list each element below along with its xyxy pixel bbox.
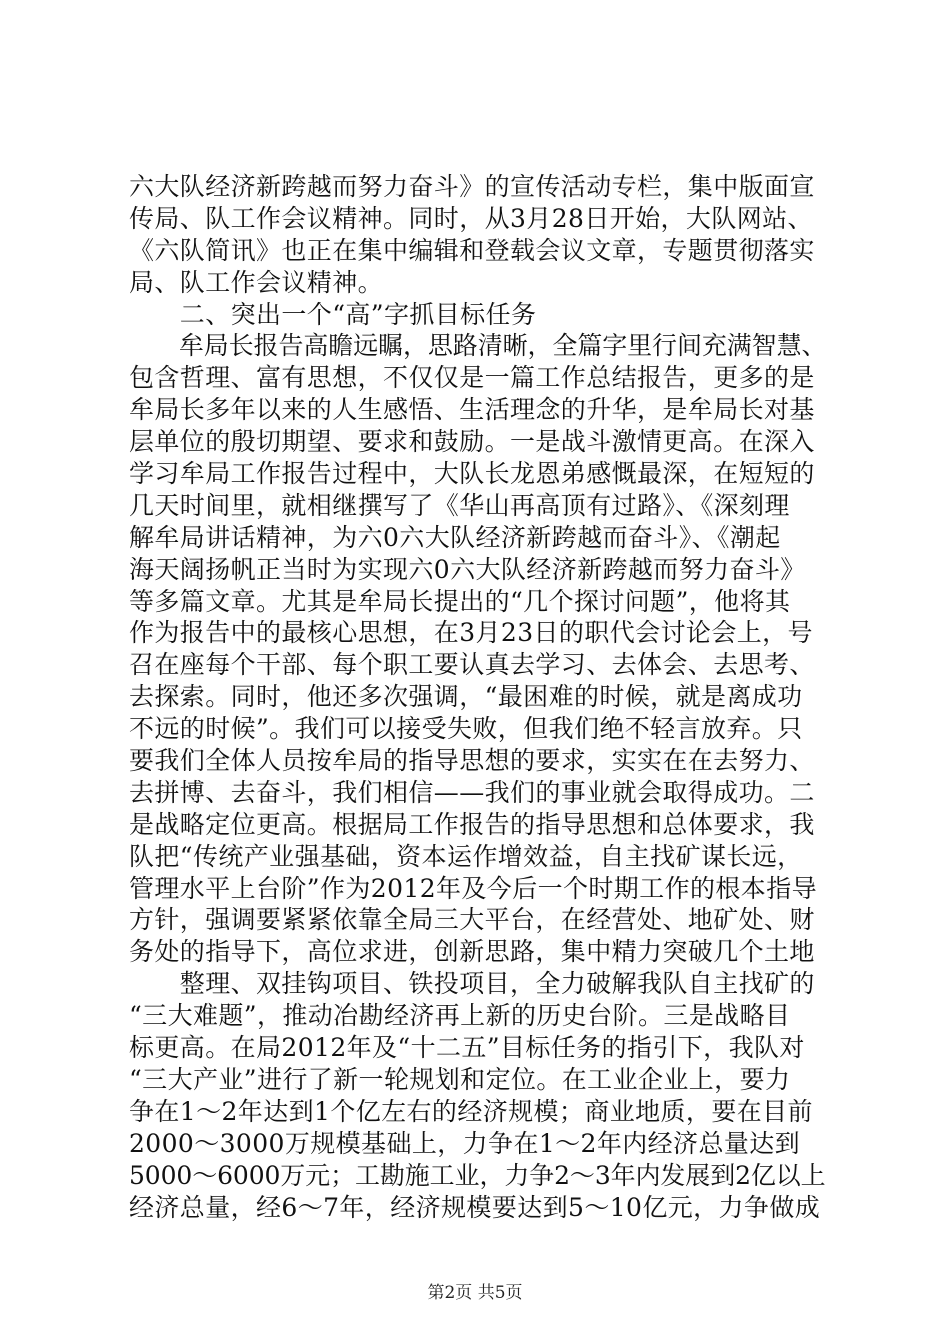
text-line: 几天时间里，就相继撰写了《华山再高顶有过路》、《深刻理 (129, 490, 790, 520)
text-line: 牟局长多年以来的人生感悟、生活理念的升华，是牟局长对基 (129, 395, 815, 425)
text-line: 不远的时候”。我们可以接受失败，但我们绝不轻言放弃。只 (129, 714, 803, 744)
text-line: 去拼博、去奋斗，我们相信——我们的事业就会取得成功。二 (129, 777, 815, 807)
text-line: 二、突出一个“高”字抓目标任务 (129, 299, 537, 329)
text-line: 作为报告中的最核心思想，在3月23日的职代会讨论会上，号 (129, 618, 813, 648)
text-line: 5000～6000万元；工勘施工业，力争2～3年内发展到2亿以上 (129, 1160, 826, 1190)
text-line: 是战略定位更高。根据局工作报告的指导思想和总体要求，我 (129, 809, 815, 839)
text-line: 要我们全体人员按牟局的指导思想的要求，实实在在去努力、 (129, 746, 815, 776)
text-line: 牟局长报告高瞻远瞩，思路清晰，全篇字里行间充满智慧、 (129, 331, 827, 361)
text-line: 等多篇文章。尤其是牟局长提出的“几个探讨问题”，他将其 (129, 586, 791, 616)
text-line: 传局、队工作会议精神。同时，从3月28日开始，大队网站、 (129, 203, 813, 233)
text-line: 召在座每个干部、每个职工要认真去学习、去体会、去思考、 (129, 650, 815, 680)
text-line: “三大难题”，推动冶勘经济再上新的历史台阶。三是战略目 (129, 1001, 791, 1031)
document-body (129, 171, 829, 1223)
text-line: 海天阔扬帆正当时为实现六0六大队经济新跨越而努力奋斗》 (129, 554, 806, 584)
text-line: 六大队经济新跨越而努力奋斗》的宣传活动专栏，集中版面宣 (129, 172, 815, 201)
text-line: 层单位的殷切期望、要求和鼓励。一是战斗激情更高。在深入 (129, 427, 815, 457)
text-line: 标更高。在局2012年及“十二五”目标任务的指引下，我队对 (129, 1033, 805, 1063)
text-line: 局、队工作会议精神。 (129, 267, 384, 297)
text-line: 《六队简讯》也正在集中编辑和登载会议文章，专题贯彻落实 (129, 235, 815, 265)
text-line: 队把“传统产业强基础，资本运作增效益，自主找矿谋长远， (129, 841, 803, 871)
text-line: 整理、双挂钩项目、铁投项目，全力破解我队自主找矿的 (129, 969, 815, 999)
text-line: 方针，强调要紧紧依靠全局三大平台，在经营处、地矿处、财 (129, 905, 815, 935)
text-line: 解牟局讲话精神，为六0六大队经济新跨越而奋斗》、《潮起 (129, 522, 781, 552)
text-line: 务处的指导下，高位求进，创新思路，集中精力突破几个土地 (129, 937, 815, 967)
text-line: 包含哲理、富有思想，不仅仅是一篇工作总结报告，更多的是 (129, 363, 815, 393)
text-line: 经济总量，经6～7年，经济规模要达到5～10亿元，力争做成 (129, 1192, 821, 1222)
text-line: “三大产业”进行了新一轮规划和定位。在工业企业上，要力 (129, 1064, 791, 1094)
text-line: 争在1～2年达到1个亿左右的经济规模；商业地质，要在目前 (129, 1096, 813, 1126)
page-footer: 第2页 共5页 (427, 1283, 523, 1303)
text-line: 去探索。同时，他还多次强调，“最困难的时候，就是离成功 (129, 682, 803, 712)
text-line: 管理水平上台阶”作为2012年及今后一个时期工作的根本指导 (129, 873, 818, 903)
text-line: 2000～3000万规模基础上，力争在1～2年内经济总量达到 (129, 1128, 801, 1158)
text-line: 学习牟局工作报告过程中，大队长龙恩弟感慨最深，在短短的 (129, 459, 815, 489)
